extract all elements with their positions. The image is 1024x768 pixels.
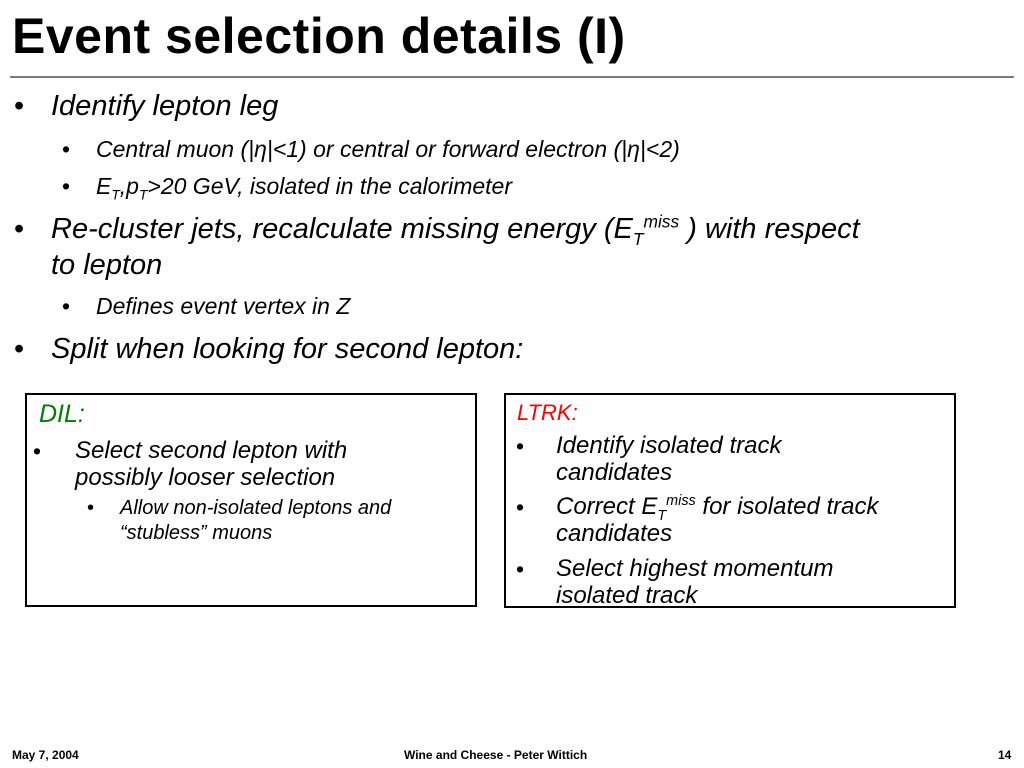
bullet-dot: • [516, 556, 525, 582]
ltrk-item-identify-tracks: Identify isolated track candidates [556, 432, 782, 486]
correct-met-text: Correct E [556, 493, 658, 520]
sub-bullet-event-vertex: Defines event vertex in Z [96, 293, 351, 319]
title-divider [10, 76, 1014, 78]
bullet-identify-lepton-leg: Identify lepton leg [51, 90, 279, 122]
sub-bullet-central-muon: Central muon (|η|<1) or central or forward electron (|η|<2) [96, 136, 680, 162]
met-superscript: miss [666, 493, 696, 509]
et-subscript: T [111, 187, 120, 203]
bullet-dot: • [516, 433, 525, 459]
met-superscript: miss [643, 211, 680, 232]
recluster-text: Re-cluster jets, recalculate missing energy (E [51, 213, 633, 245]
pt-symbol: ,p [119, 173, 139, 199]
met-subscript: T [657, 507, 667, 524]
bullet-dot: • [516, 494, 525, 520]
pt-subscript: T [138, 187, 148, 203]
footer-title: Wine and Cheese - Peter Wittich [404, 748, 588, 762]
et-pt-cut-text: >20 GeV, isolated in the calorimeter [147, 173, 512, 199]
bullet-recluster-jets [51, 211, 860, 247]
slide-title: Event selection details (I) [12, 8, 626, 64]
bullet-dot: • [14, 333, 25, 365]
footer-page-number: 14 [998, 748, 1012, 762]
dil-item-second-lepton: Select second lepton with possibly looser selection [75, 437, 348, 491]
dil-subitem-non-isolated: Allow non-isolated leptons and “stubless” muons [120, 497, 392, 544]
bullet-dot: • [33, 438, 42, 464]
bullet-dot: • [14, 213, 25, 245]
bullet-dot: • [87, 497, 95, 519]
bullet-dot: • [62, 136, 71, 162]
ltrk-box [504, 393, 956, 608]
recluster-text-end: ) with respect [679, 213, 860, 245]
ltrk-item-correct-met [556, 493, 951, 547]
bullet-dot: • [62, 293, 71, 319]
bullet-dot: • [14, 90, 25, 122]
et-symbol: E [96, 173, 112, 199]
bullet-dot: • [62, 173, 71, 199]
ltrk-title: LTRK: [517, 400, 578, 425]
ltrk-item-highest-momentum: Select highest momentum isolated track [556, 555, 834, 609]
dil-title: DIL: [39, 400, 85, 428]
sub-bullet-et-pt-cut [96, 171, 512, 201]
bullet-split-second-lepton: Split when looking for second lepton: [51, 333, 524, 365]
correct-met-text-end: for isolated track candidates [556, 493, 879, 547]
footer-date: May 7, 2004 [12, 748, 79, 762]
bullet-recluster-jets-line2: to lepton [51, 249, 163, 281]
met-subscript: T [632, 228, 644, 249]
dil-box [25, 393, 477, 607]
